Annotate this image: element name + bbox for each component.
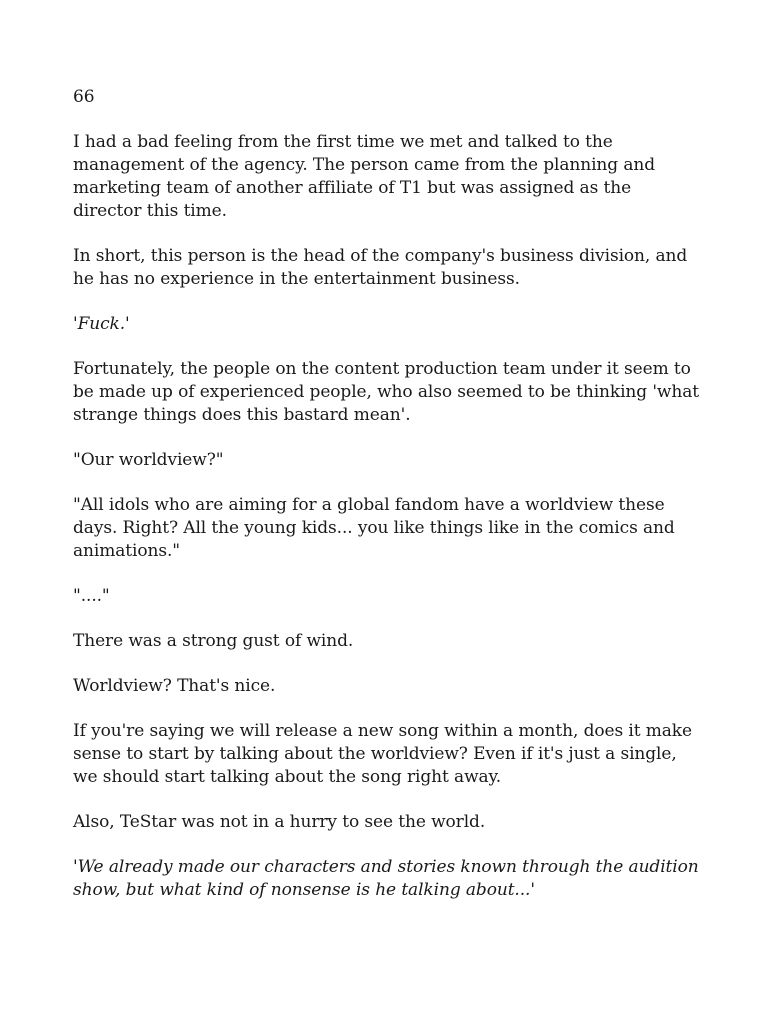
paragraph-italic-thought: 'We already made our characters and stories known through the audition show, but what kind of nonsense is he talking about...': [73, 857, 699, 900]
paragraph: Fortunately, the people on the content production team under it seem to be made up of experienced people, who also seemed to be thinking 'what strange things does this bastard mean'.: [73, 359, 699, 425]
paragraph: In short, this person is the head of the company's business division, and he has no experience in the entertainment business.: [73, 246, 688, 289]
paragraph: Worldview? That's nice.: [73, 676, 276, 696]
paragraph: If you're saying we will release a new song within a month, does it make sense to start by talking about the worldview? Even if it's just a single, we should start talking about the song right away.: [73, 721, 692, 787]
document-page: [73, 86, 703, 924]
page-number: 66: [73, 87, 95, 107]
paragraph-dialogue: "Our worldview?": [73, 450, 224, 470]
paragraph-italic-thought: 'Fuck.': [73, 314, 130, 334]
paragraph-dialogue: "All idols who are aiming for a global fandom have a worldview these days. Right? All the young kids... you like things like in the comics and animations.": [73, 495, 675, 561]
paragraph-dialogue: "....": [73, 586, 110, 606]
paragraph: There was a strong gust of wind.: [73, 631, 354, 651]
paragraph: I had a bad feeling from the first time we met and talked to the management of the agency. The person came from the planning and marketing team of another affiliate of T1 but was assigned as the director this time.: [73, 132, 656, 221]
paragraph: Also, TeStar was not in a hurry to see the world.: [73, 812, 486, 832]
